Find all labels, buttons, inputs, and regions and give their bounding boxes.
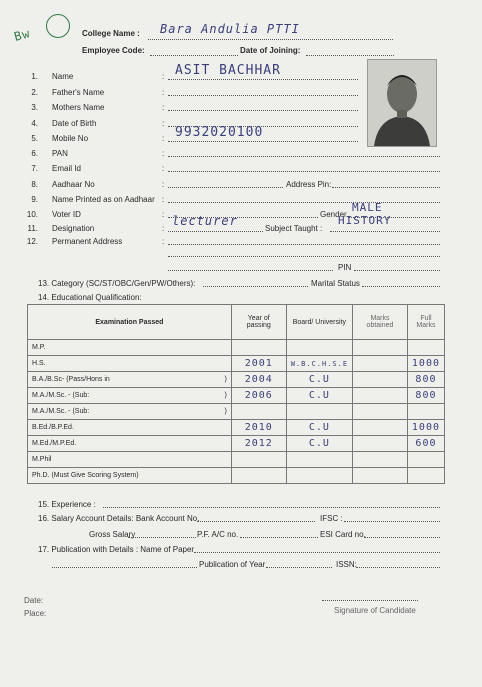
experience-label: 15. Experience : (38, 500, 96, 509)
field-number: 5. (31, 134, 38, 143)
publication-line (194, 552, 440, 553)
field-line (168, 187, 283, 188)
field-colon: : (162, 149, 165, 158)
bank-account-line (197, 521, 315, 522)
marks-cell (353, 388, 408, 404)
college-name-value: Bara Andulia PTTI (160, 22, 300, 36)
subject-value: HISTORY (338, 214, 392, 227)
field-label: Mothers Name (52, 103, 105, 112)
signature-label: Signature of Candidate (334, 606, 416, 615)
board-cell (286, 468, 352, 484)
full-marks-cell: 1000 (407, 420, 444, 436)
issn-label: ISSN: (336, 560, 357, 569)
field-label: Aadhaar No (52, 180, 95, 189)
exam-cell (28, 388, 232, 404)
full-marks-cell: 800 (407, 388, 444, 404)
exam-cell (28, 340, 232, 356)
table-row (28, 388, 445, 404)
marks-cell (353, 468, 408, 484)
table-row (28, 404, 445, 420)
exam-name: M.Ed./M.P.Ed. (32, 440, 77, 447)
field-colon: : (162, 180, 165, 189)
designation-value: lecturer (172, 214, 238, 228)
full-marks-cell (407, 404, 444, 420)
field-colon: : (162, 72, 165, 81)
exam-name: H.S. (32, 360, 46, 367)
exam-name: B.A./B.Sc- (Pass/Hons in (32, 376, 110, 383)
header-marks: Marks obtained (353, 305, 408, 340)
mobile-value: 9932020100 (175, 125, 264, 140)
table-row (28, 468, 445, 484)
exam-cell (28, 468, 232, 484)
field-line (168, 231, 263, 232)
board-cell (286, 452, 352, 468)
marks-cell (353, 340, 408, 356)
address-line-2 (168, 256, 440, 257)
field-number: 10. (26, 210, 38, 219)
table-row (28, 340, 445, 356)
address-pin-label: Address Pin: (286, 180, 332, 189)
board-cell (286, 404, 352, 420)
field-colon: : (162, 224, 165, 233)
year-cell (231, 404, 286, 420)
field-number: 11. (27, 224, 38, 233)
field-label: Name Printed as on Aadhaar (52, 195, 155, 204)
header-board: Board/ University (286, 305, 352, 340)
pin-label: PIN (338, 263, 352, 272)
publication-line-2 (52, 567, 197, 568)
salary-account-label: 16. Salary Account Details: Bank Account No. (38, 514, 200, 523)
subject-label: Subject Taught : (265, 224, 323, 233)
marks-cell (353, 356, 408, 372)
field-label: Mobile No (52, 134, 89, 143)
marks-cell (353, 420, 408, 436)
board-cell: C.U (286, 388, 352, 404)
full-marks-cell: 1000 (407, 356, 444, 372)
table-header-row (28, 305, 445, 340)
candidate-photo (367, 59, 437, 147)
field-colon: : (162, 103, 165, 112)
name-value: ASIT BACHHAR (175, 63, 281, 78)
field-colon: : (162, 164, 165, 173)
year-cell: 2004 (231, 372, 286, 388)
place-label: Place: (24, 609, 47, 618)
year-cell (231, 340, 286, 356)
field-number: 4. (31, 119, 38, 128)
field-label: Date of Birth (52, 119, 97, 128)
candidate-photo-image (368, 60, 436, 146)
exam-name: M.A./M.Sc. - (Sub: (32, 408, 90, 415)
field-line (168, 171, 440, 172)
exam-cell (28, 452, 232, 468)
field-colon: : (162, 88, 165, 97)
publication-label: 17. Publication with Details : Name of Paper (38, 545, 195, 554)
table-row (28, 372, 445, 388)
field-colon: : (162, 237, 165, 246)
year-cell: 2012 (231, 436, 286, 452)
table-row (28, 436, 445, 452)
date-of-joining-line (306, 55, 394, 56)
field-line (168, 95, 358, 96)
field-label: Voter ID (52, 210, 81, 219)
board-cell: C.U (286, 436, 352, 452)
field-colon: : (162, 195, 165, 204)
field-number: 8. (31, 180, 38, 189)
table-row (28, 420, 445, 436)
pf-label: P.F. A/C no. (197, 530, 239, 539)
exam-name: B.Ed./B.P.Ed. (32, 424, 74, 431)
year-cell: 2001 (231, 356, 286, 372)
pin-line (354, 270, 440, 271)
year-cell (231, 468, 286, 484)
ifsc-line (344, 521, 440, 522)
full-marks-cell: 600 (407, 436, 444, 452)
pf-line (240, 537, 318, 538)
field-label: Email Id (52, 164, 81, 173)
exam-name: M.A./M.Sc. - (Sub: (32, 392, 90, 399)
field-number: 6. (31, 149, 38, 158)
field-line (168, 79, 358, 80)
exam-paren: ) (224, 408, 227, 415)
exam-name: Ph.D. (Must Give Scoring System) (32, 472, 139, 479)
gross-salary-line (128, 537, 196, 538)
signature-line (322, 600, 418, 601)
category-label: 13. Category (SC/ST/OBC/Gen/PW/Others): (38, 279, 196, 288)
exam-cell (28, 356, 232, 372)
esi-label: ESI Card no. (320, 530, 366, 539)
marital-status-label: Marital Status (311, 279, 360, 288)
field-number: 9. (31, 195, 38, 204)
board-cell: C.U (286, 372, 352, 388)
exam-cell (28, 436, 232, 452)
exam-cell (28, 404, 232, 420)
gender-label: Gender (320, 210, 347, 219)
address-pin-line (332, 187, 440, 188)
experience-line (103, 507, 440, 508)
marks-cell (353, 452, 408, 468)
exam-cell (28, 372, 232, 388)
college-name-line (148, 39, 393, 40)
publication-year-line (266, 567, 332, 568)
year-cell (231, 452, 286, 468)
stamp-circle (46, 14, 70, 38)
date-of-joining-label: Date of Joining: (240, 46, 301, 55)
full-marks-cell (407, 340, 444, 356)
field-line (168, 110, 358, 111)
gross-salary-label: Gross Salary (89, 530, 136, 539)
board-cell: W.B.C.H.S.E (286, 356, 352, 372)
field-colon: : (162, 210, 165, 219)
field-colon: : (162, 134, 165, 143)
address-line-3 (168, 270, 333, 271)
header-year: Year of passing (231, 305, 286, 340)
stamp-mark: Bw (12, 26, 32, 44)
field-number: 12. (26, 237, 38, 246)
field-label: Designation (52, 224, 95, 233)
education-label: 14. Educational Qualification: (38, 293, 142, 302)
exam-name: M.P. (32, 344, 46, 351)
issn-line (356, 567, 440, 568)
field-number: 7. (31, 164, 38, 173)
field-line (168, 202, 440, 203)
gender-value: MALE (352, 201, 383, 214)
header-exam: Examination Passed (28, 305, 232, 340)
table-row (28, 356, 445, 372)
ifsc-label: IFSC : (320, 514, 343, 523)
esi-line (364, 537, 440, 538)
year-cell: 2006 (231, 388, 286, 404)
full-marks-cell (407, 452, 444, 468)
field-line (168, 156, 440, 157)
exam-cell (28, 420, 232, 436)
field-line (168, 141, 358, 142)
marks-cell (353, 404, 408, 420)
publication-year-label: Publication of Year (199, 560, 266, 569)
exam-name: M.Phil (32, 456, 52, 463)
full-marks-cell (407, 468, 444, 484)
field-label: Father's Name (52, 88, 105, 97)
field-number: 3. (31, 103, 38, 112)
field-label: Name (52, 72, 74, 81)
category-line (203, 286, 308, 287)
subject-line (330, 231, 440, 232)
exam-paren: ) (224, 392, 227, 399)
field-label: PAN (52, 149, 68, 158)
field-number: 2. (31, 88, 38, 97)
table-row (28, 452, 445, 468)
employee-code-label: Employee Code: (82, 46, 145, 55)
exam-paren: ) (224, 376, 227, 383)
full-marks-cell: 800 (407, 372, 444, 388)
education-table (27, 304, 445, 484)
board-cell: C.U (286, 420, 352, 436)
employee-code-line (150, 55, 238, 56)
date-label: Date: (24, 596, 44, 605)
marks-cell (353, 372, 408, 388)
college-name-label: College Name : (82, 29, 140, 38)
header-full-marks: Full Marks (407, 305, 444, 340)
field-colon: : (162, 119, 165, 128)
marks-cell (353, 436, 408, 452)
field-number: 1. (31, 72, 38, 81)
marital-status-line (362, 286, 440, 287)
board-cell (286, 340, 352, 356)
field-label: Permanent Address (52, 237, 123, 246)
field-line (168, 244, 440, 245)
year-cell: 2010 (231, 420, 286, 436)
